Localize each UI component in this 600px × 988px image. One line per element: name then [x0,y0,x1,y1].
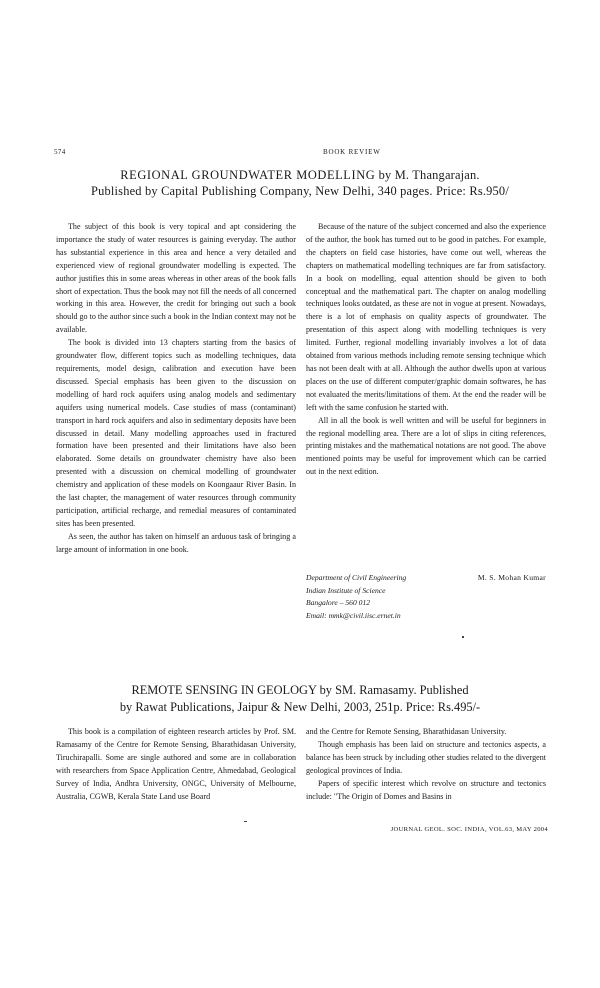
review1-paragraph: The book is divided into 13 chapters starting from the basics of groundwater flow, different topics such as modelling techniques, data requirements, model design, calibration and execution have been discussed. Special emphasis has been given to the discussion on modelling of hard rock aquifers using analog models and sedimentary aquifers using numerical models. Case studies of mass (contaminant) transport in hard rock aquifers and also in sedimentary deposits have been discussed in detail. Many modelling approaches used in fractured formation have been presented and their limitations have also been elaborated. Some details on groundwater chemistry have also been presented with a discussion on chemical modelling of groundwater chemistry and application of these models on Koongaaur River Basin. In the last chapter, the management of water resources through community participation, artificial recharge, and remedial measures of contaminated sites has been presented. [56,338,296,528]
review1-paragraph: Because of the nature of the subject concerned and also the experience of the author, the book has turned out to be good in patches. For example, the chapters on field case histories, have come out well, whereas the chapters on mathematical modelling techniques are far from satisfactory. In a book on modelling, equal attention should be given to both conceptual and the mathematical part. The chapter on analog modelling techniques looks outdated, as these are not in vogue at present. Nowadays, there is a lot of emphasis on quality aspects of groundwater. The presentation of this aspect along with modelling techniques is very limited. Further, regional modelling invariably involves a lot of data obtained from various methods including remote sensing technique which has not been dealt with at all. Although the author dwells upon at various places on the use of different computer/graphic domain softwares, he has not evaluated the merits/limitations of them. At the end the reader will be left with the same confusion he started with. [306,222,546,412]
running-head [54,148,540,160]
reviewer-institute: Indian Institute of Science [306,585,386,595]
review2-title-line [40,682,560,699]
scan-speck [462,636,464,638]
review1-title-line [40,167,560,183]
review1-signature [306,572,546,622]
review1-paragraph: All in all the book is well written and will be useful for beginners in the regional modelling area. There are a lot of slips in citing references, printing mistakes and the mathematical notations are not good. The above mentioned points may be useful for improvement which can be carried out in the next edition. [306,415,546,477]
review2-book-author: by SM. Ramasamy. Published [319,683,469,697]
review1-book-author: by M. Thangarajan. [378,168,480,182]
scan-speck [244,821,247,822]
review1-book-title: REGIONAL GROUNDWATER MODELLING [120,168,376,182]
reviewer-name: M. S. Mohan Kumar [477,573,546,582]
reviewer-email: Email: mmk@civil.iisc.ernet.in [306,610,401,620]
review2-heading [40,682,560,716]
review1-heading [40,167,560,199]
review2-paragraph: Papers of specific interest which revolve on structure and tectonics include: "The Origin of Domes and Basins in [306,778,546,801]
review1-publisher: Published by Capital Publishing Company, New Delhi, 340 pages. Price: Rs.950/ [91,184,509,198]
section-title: BOOK REVIEW [323,148,381,156]
review2-publisher: by Rawat Publications, Jaipur & New Delhi, 2003, 251p. Price: Rs.495/- [119,700,481,714]
review1-paragraph: The subject of this book is very topical and apt considering the importance the study of water resources is gaining everyday. The author has substantial experience in this area and hence a very detailed and experienced view of regional groundwater modelling is expected. The author justifies this in some areas whereas in other areas of the book falls short of expectation. Thus the book may not fill the needs of all concerned working in this area. However, the credit for bringing out such a book should go to the author since such a book in the Indian context may not be available. [56,222,296,335]
review1-left-column [56,221,296,557]
journal-footer: JOURNAL GEOL. SOC. INDIA, VOL.63, MAY 2004 [390,826,548,833]
review2-book-title: REMOTE SENSING IN GEOLOGY [131,683,317,697]
review2-paragraph: Though emphasis has been laid on structure and tectonics aspects, a balance has been struck by including other studies related to the divergent geological provinces of India. [306,739,546,775]
page-number: 574 [54,148,66,156]
review1-right-column [306,221,546,479]
review2-paragraph: and the Centre for Remote Sensing, Bharathidasan University. [306,727,507,736]
reviewer-city: Bangalore – 560 012 [306,598,371,607]
review2-right-column [306,726,546,803]
reviewer-department: Department of Civil Engineering [306,573,407,582]
review1-paragraph: As seen, the author has taken on himself an arduous task of bringing a large amount of information in one book. [56,531,296,554]
review2-paragraph: This book is a compilation of eighteen research articles by Prof. SM. Ramasamy of the Centre for Remote Sensing, Bharathidasan University, Tiruchirapalli. Some are single authored and some are in collaboration with researchers from Space Application Centre, Ahmedabad, Geological Survey of India, Andhra University, ONGC, University of Melbourne, Australia, CGWB, Kerala State Land use Board [56,727,296,801]
review2-left-column [56,726,296,803]
